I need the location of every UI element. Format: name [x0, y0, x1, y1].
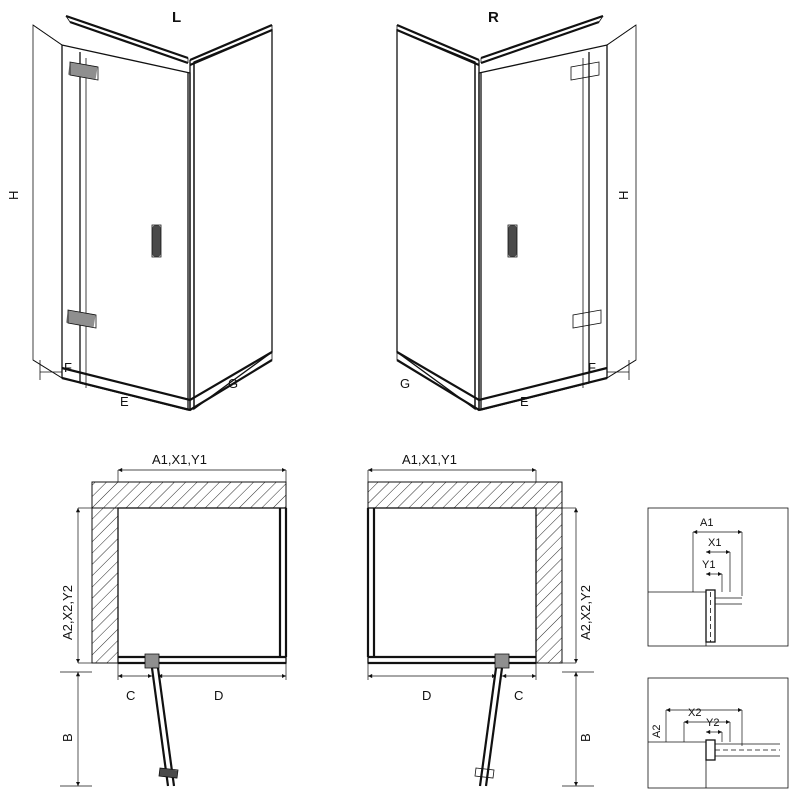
- plan-left-top-dim-label: A1,X1,Y1: [152, 452, 207, 467]
- plan-right-wall-top: [368, 482, 562, 508]
- plan-left-dim-c: C: [126, 688, 136, 703]
- plan-right-dim-d: D: [422, 688, 432, 703]
- iso-left-variant-label: L: [172, 9, 182, 26]
- detail-top-dim-y1: Y1: [702, 559, 716, 571]
- plan-right-wall-side: [536, 508, 562, 663]
- plan-left-wall-side: [92, 508, 118, 663]
- plan-left-side-dim-label: A2,X2,Y2: [60, 585, 75, 640]
- iso-right-variant-label: R: [488, 9, 499, 26]
- iso-left-height-label: H: [6, 190, 21, 200]
- detail-bottom-dim-a2: A2: [651, 724, 663, 738]
- iso-left-base-side-label: G: [228, 376, 239, 391]
- iso-right-height-label: H: [616, 190, 631, 200]
- detail-bottom-dim-y2: Y2: [706, 717, 720, 729]
- plan-right-side-dim-label: A2,X2,Y2: [578, 585, 593, 640]
- plan-right-dim-c: C: [514, 688, 524, 703]
- plan-right-swing-dim-label: B: [578, 733, 593, 742]
- detail-bottom-dim-x2: X2: [688, 707, 702, 719]
- plan-right-top-dim-label: A1,X1,Y1: [402, 452, 457, 467]
- plan-left-wall-top: [92, 482, 286, 508]
- detail-top-dim-x1: X1: [708, 537, 722, 549]
- iso-right-base-front-label: E: [520, 394, 529, 409]
- plan-left-dim-d: D: [214, 688, 224, 703]
- iso-left-base-front-label: E: [120, 394, 129, 409]
- iso-left-front-panel-label: F: [64, 360, 72, 375]
- iso-right-front-panel-label: F: [588, 360, 596, 375]
- door-handle: [152, 225, 161, 257]
- door-handle-right: [508, 225, 517, 257]
- iso-right-base-side-label: G: [400, 376, 411, 391]
- plan-left-swing-dim-label: B: [60, 733, 75, 742]
- detail-top-dim-a1: A1: [700, 517, 714, 529]
